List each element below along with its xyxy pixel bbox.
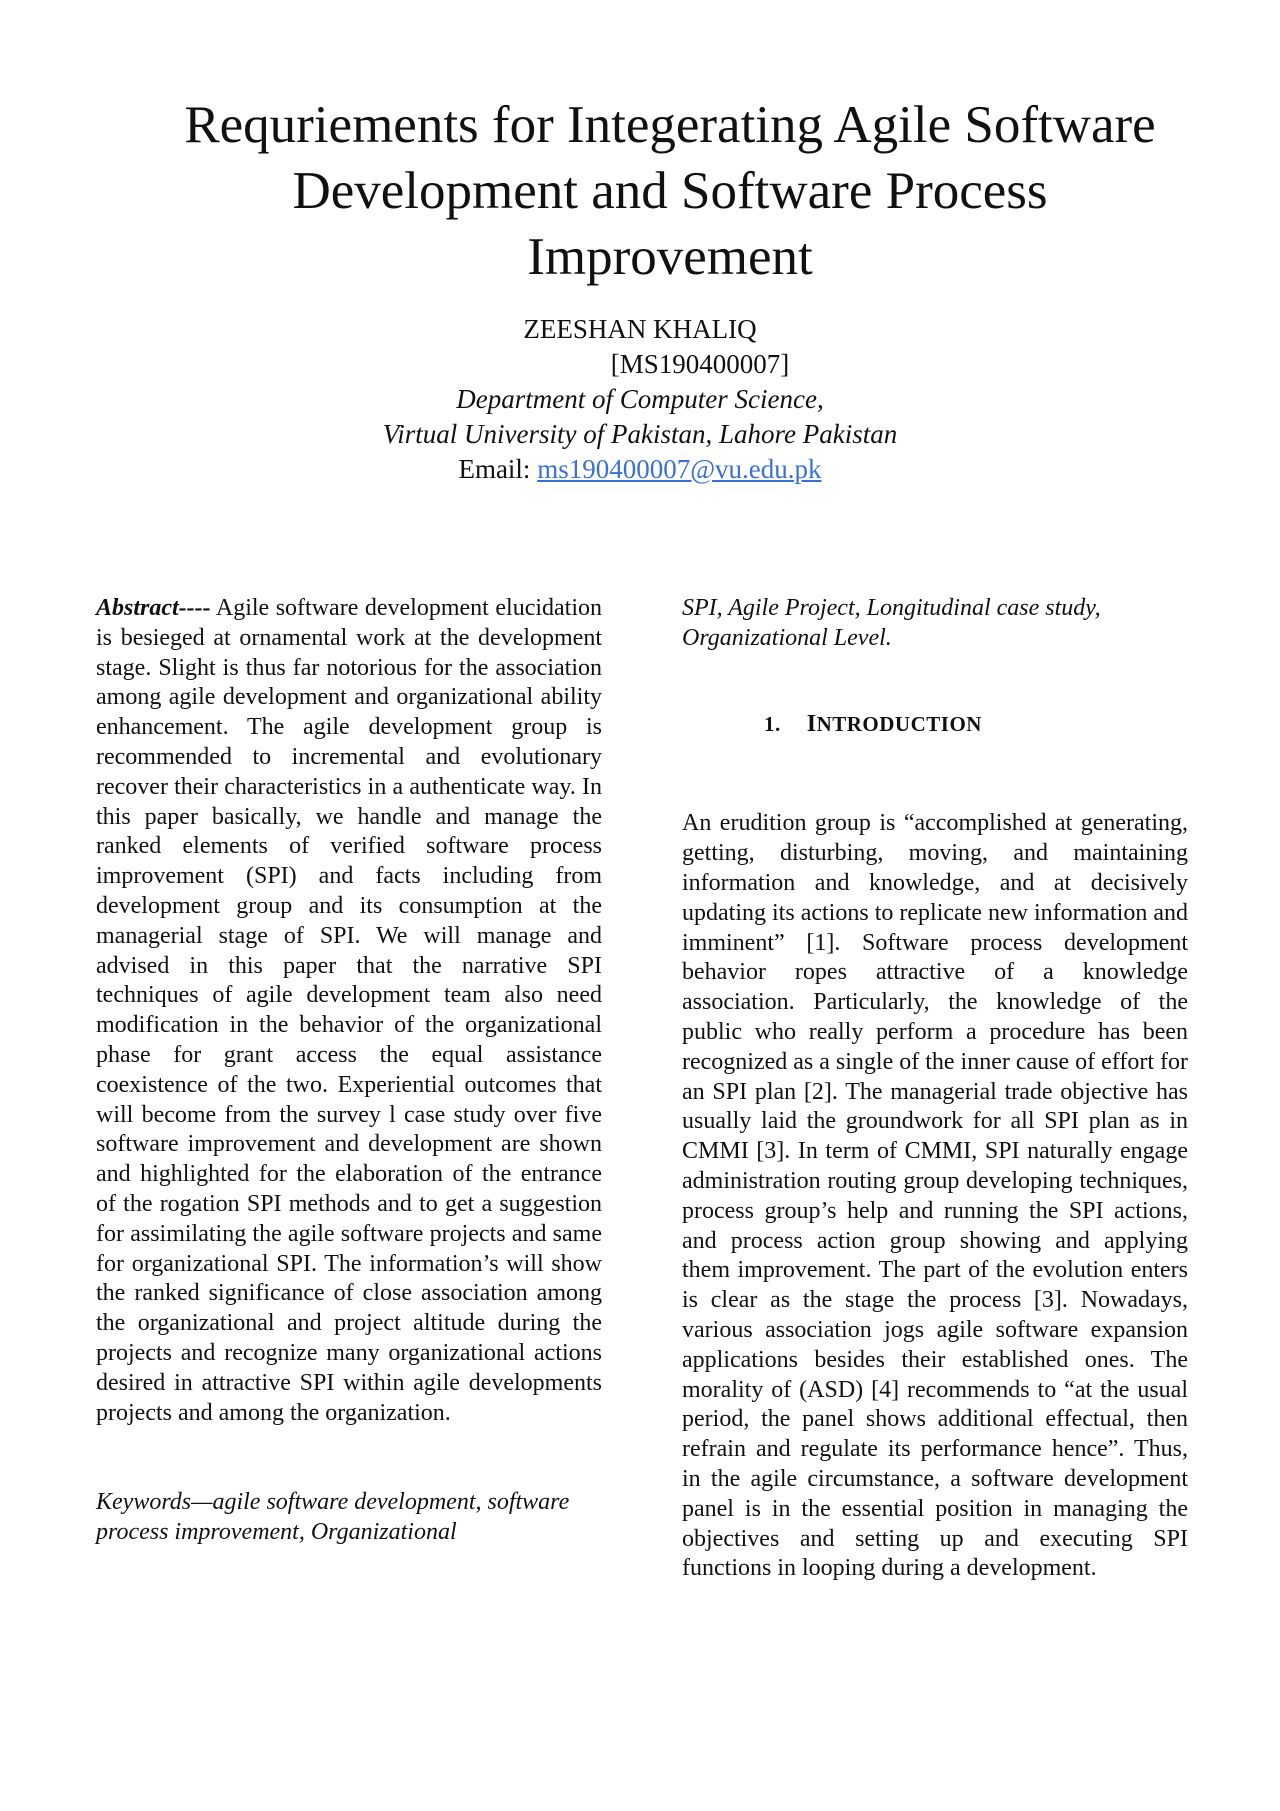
keywords-part-2: SPI, Agile Project, Longitudinal case study, Organizational Level. <box>682 595 1101 651</box>
author-id: [MS190400007] <box>610 349 790 379</box>
title-line-1: Requriements for Integerating Agile Software <box>184 96 1156 154</box>
abstract-label: Abstract---- <box>96 595 211 621</box>
introduction-text: An erudition group is “accomplished at generating, getting, disturbing, moving, and maintaining information and knowledge, and at decisively updating its actions to replicate new information and imminent” [1]. Software process development behavior ropes attractive of a knowledge association. Particularly, the knowledge of the public who really perform a procedure has been recognized as a single of the inner cause of effort for an SPI plan [2]. The managerial trade objective has usually laid the groundwork for all SPI plan as in CMMI [3]. In term of CMMI, SPI naturally engage administration routing group developing techniques, process group’s help and running the SPI actions, and process action group showing and applying them improvement. The part of the evolution enters is clear as the stage the process [3]. Nowadays, various association jogs agile software expansion applications besides their established ones. The morality of (ASD) [4] recommends to “at the usual period, the panel shows additional effectual, then refrain and regulate its performance hence”. Thus, in the agile circumstance, a software development panel is in the essential position in managing the objectives and setting up and executing SPI functions in looping during a development. <box>682 810 1189 1582</box>
email-label: Email: <box>458 454 538 484</box>
section-title-rest: NTRODUCTION <box>816 711 982 736</box>
section-initial: I <box>806 710 817 737</box>
keywords-part-1: Keywords—agile software development, software process improvement, Organizational <box>96 1489 570 1546</box>
title-line-2: Development and Software Process <box>292 162 1048 220</box>
section-heading-introduction <box>682 710 1188 740</box>
author-name: ZEESHAN KHALIQ <box>523 314 757 344</box>
author-university: Virtual University of Pakistan, Lahore Pakistan <box>382 419 898 449</box>
abstract <box>96 594 602 1428</box>
right-column <box>682 594 1188 1584</box>
author-block <box>300 312 980 487</box>
abstract-text: Agile software development elucidation is besieged at ornamental work at the development stage. Slight is thus far notorious for the association among agile development and organizational ability enhancement. The agile development group is recommended to incremental and evolutionary recover their characteristics in a authenticate way. In this paper basically, we handle and manage the ranked elements of verified software process improvement (SPI) and facts including from development group and its consumption at the managerial stage of SPI. We will manage and advised in this paper that the narrative SPI techniques of agile development team also need modification in the behavior of the organizational phase for grant access the equal assistance coexistence of the two. Experiential outcomes that will become from the survey l case study over five software improvement and development are shown and highlighted for the elaboration of the entrance of the rogation SPI methods and to get a suggestion for assimilating the agile software projects and same for organizational SPI. The information’s will show the ranked significance of close association among the organizational and project altitude during the projects and recognize many organizational actions desired in attractive SPI within agile developments projects and among the organization. <box>96 595 602 1426</box>
section-number: 1. <box>764 711 781 736</box>
left-column <box>96 594 602 1572</box>
title-line-3: Improvement <box>527 228 813 286</box>
author-email-line <box>300 452 980 487</box>
author-department: Department of Computer Science, <box>456 384 824 414</box>
paper-title <box>140 92 1200 290</box>
email-link[interactable]: ms190400007@vu.edu.pk <box>537 454 822 484</box>
